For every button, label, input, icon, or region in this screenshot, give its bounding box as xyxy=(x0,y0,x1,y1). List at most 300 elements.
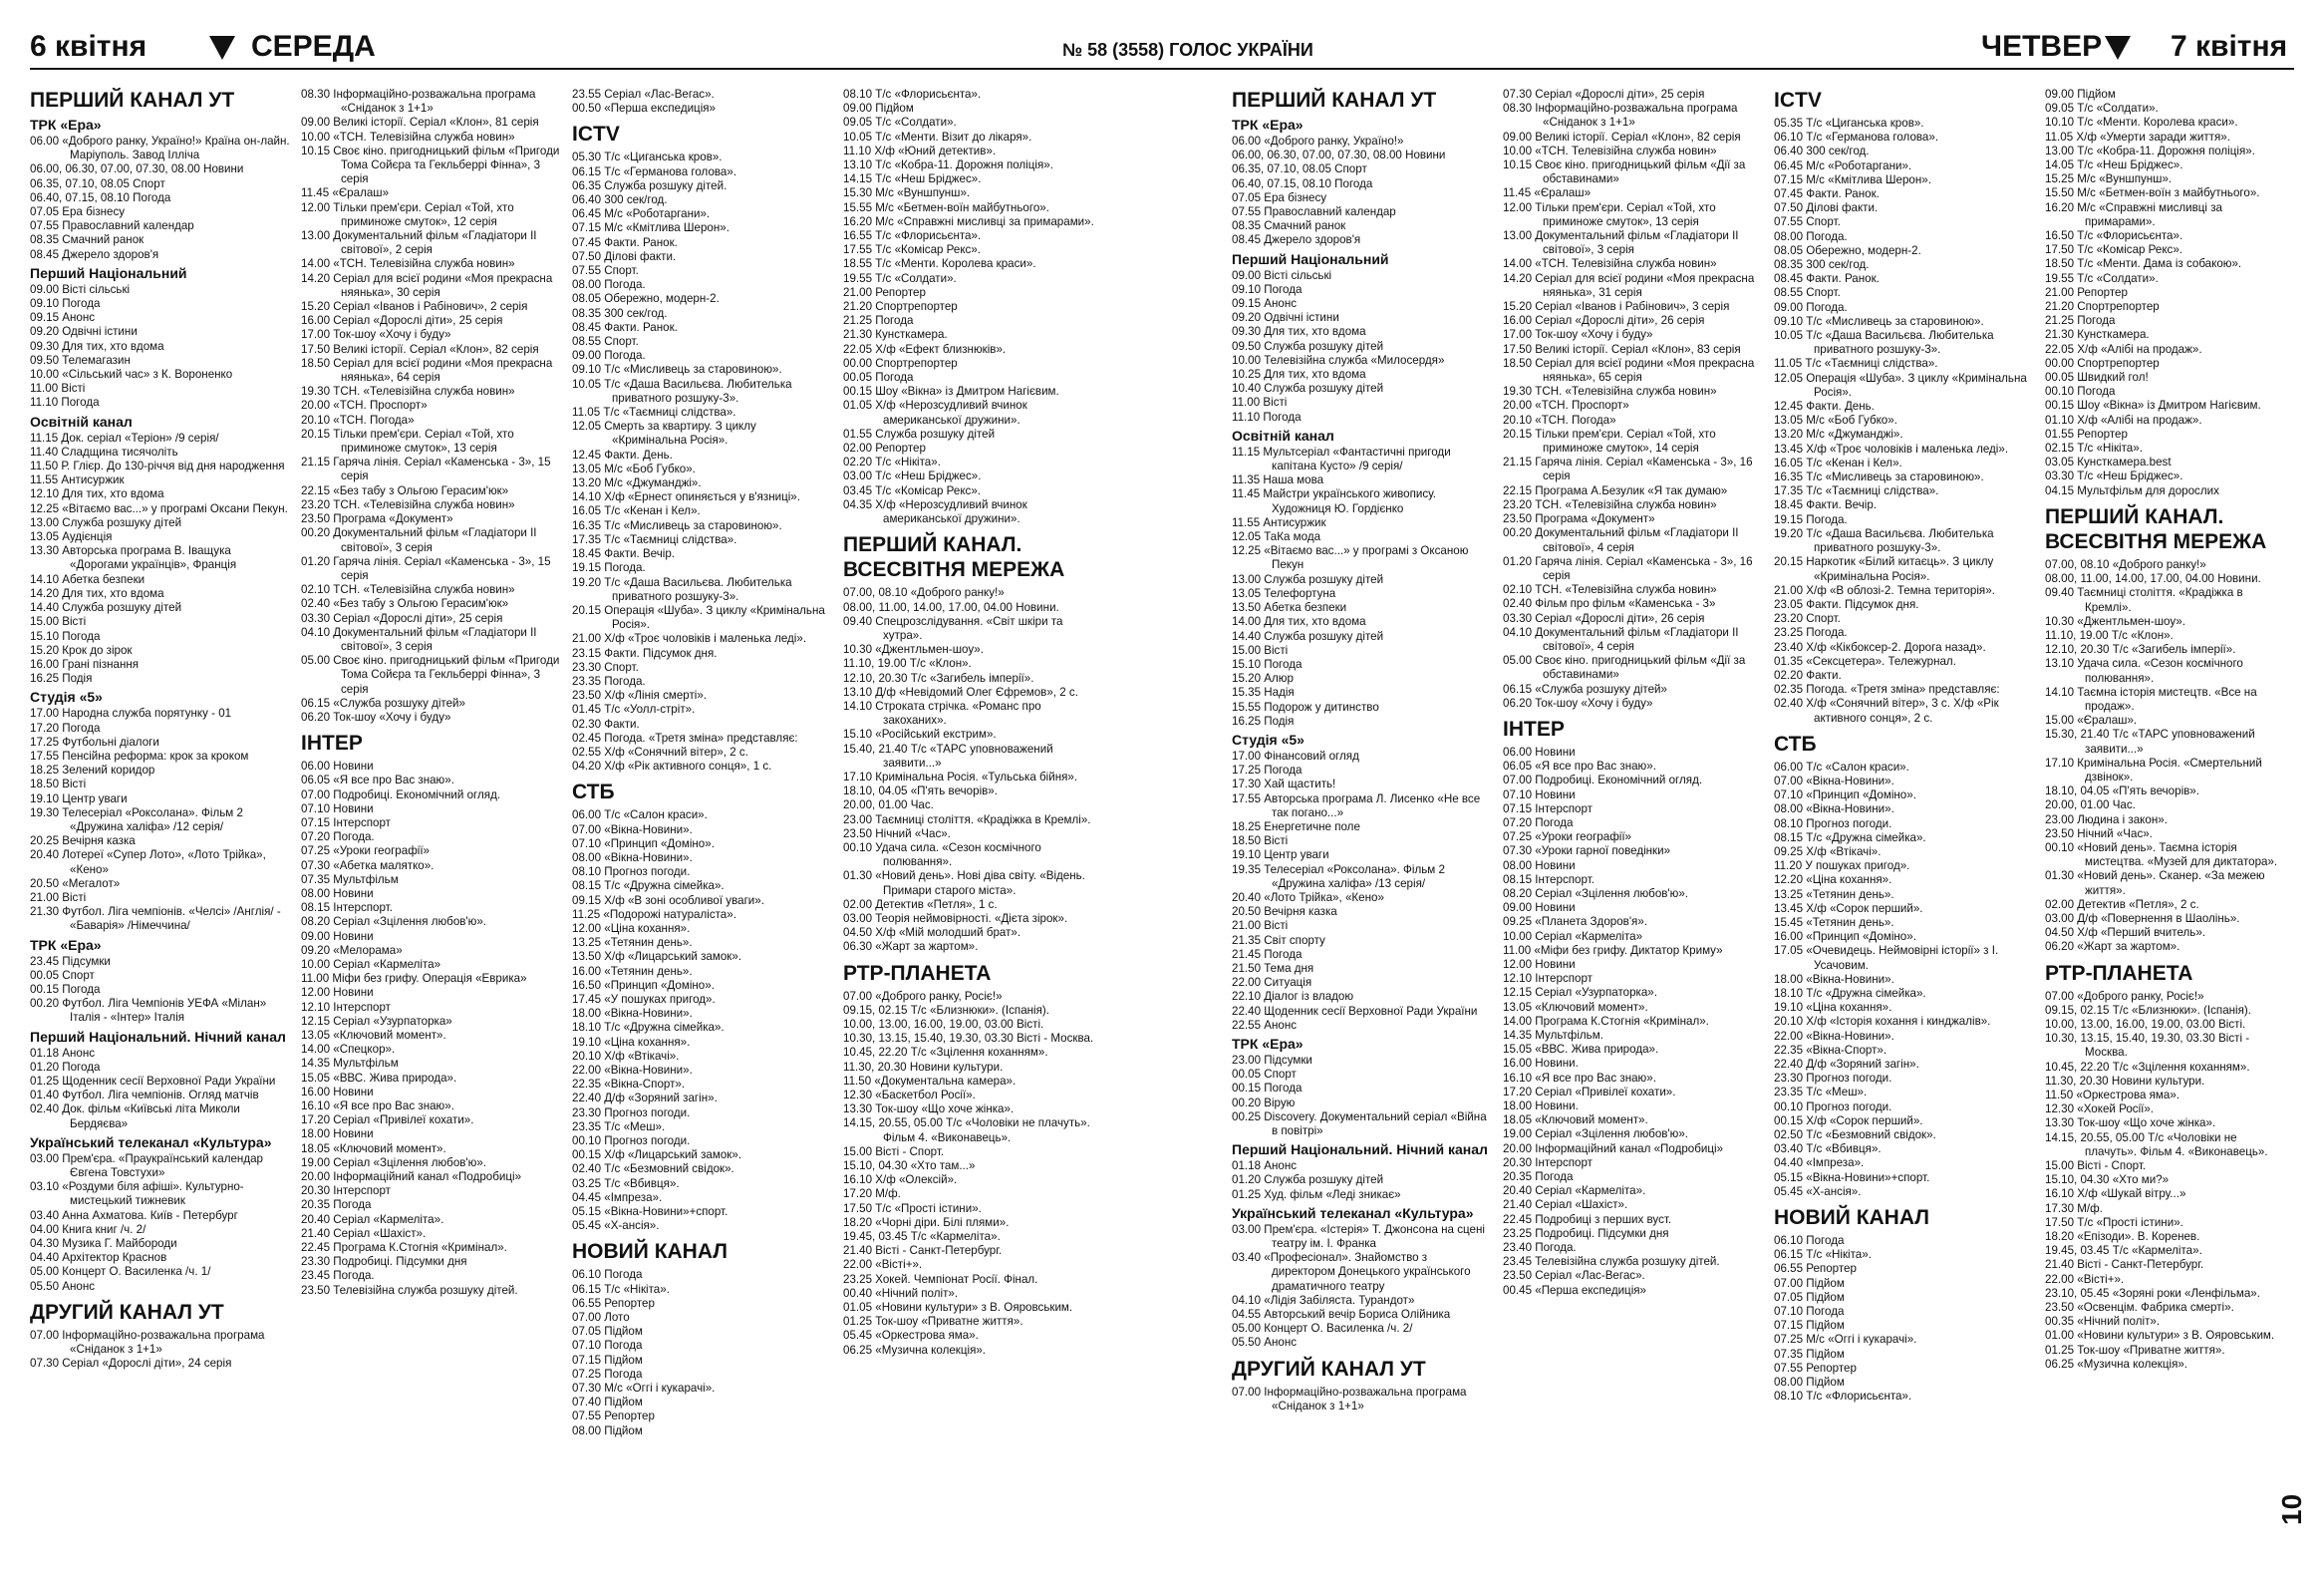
program-time: 16.10 xyxy=(843,1173,873,1187)
program-title: Таємна історія мистецтв. «Все на продаж». xyxy=(2077,685,2257,713)
program-line xyxy=(572,760,833,774)
program-title: Шоу «Вікна» із Дмитром Нагієвим. xyxy=(875,385,1059,399)
program-line xyxy=(1232,191,1493,205)
program-title: 07.15, 08.10 Погода xyxy=(65,190,171,204)
program-title: Т/с «Комісар Рекс». xyxy=(875,243,982,257)
program-line xyxy=(30,1237,291,1251)
program-title: Р. Глієр. До 130-річчя від дня народження xyxy=(61,460,285,473)
program-title: Т/с «Мисливець за старовиною». xyxy=(604,518,782,532)
program-time: 20.00, xyxy=(843,798,876,812)
program-title: 07.10, 08.05 Спорт xyxy=(65,176,165,190)
program-time: 21.00 xyxy=(843,285,873,299)
program-time: 17.55 xyxy=(1232,791,1262,805)
program-line xyxy=(30,368,291,382)
program-line xyxy=(572,278,833,292)
program-line xyxy=(1503,456,1764,483)
program-line xyxy=(2045,1089,2284,1102)
program-time: 10.30, xyxy=(2045,1032,2078,1046)
sub-heading: ТРК «Ера» xyxy=(30,936,102,953)
program-time: 16.50 xyxy=(572,978,602,992)
program-title: У пошуках пригод». xyxy=(1805,859,1910,873)
program-time: 21.30 xyxy=(30,905,60,919)
program-line xyxy=(2045,869,2284,897)
program-line xyxy=(301,1043,562,1057)
program-line xyxy=(2045,343,2284,357)
program-line xyxy=(2045,1173,2284,1187)
program-time: 02.40 xyxy=(1774,697,1804,711)
program-line xyxy=(301,328,562,342)
program-title: Крок до зірок xyxy=(62,643,133,657)
program-time: 10.00 xyxy=(1232,353,1262,367)
program-time: 11.50 xyxy=(843,1074,872,1088)
program-time: 15.00 xyxy=(1232,643,1262,657)
program-time: 13.10 xyxy=(843,158,873,172)
program-time: 22.00 xyxy=(1232,976,1262,990)
program-line xyxy=(1774,258,2035,272)
program-title: Діалог із владою xyxy=(1264,990,1354,1004)
program-time: 08.10 xyxy=(572,865,602,879)
program-time: 04.10 xyxy=(301,625,331,639)
program-title: Д/ф «Зоряний загін». xyxy=(604,1092,718,1105)
program-time: 17.45 xyxy=(572,992,602,1006)
program-line xyxy=(1232,396,1493,410)
program-time: 06.10 xyxy=(572,1268,602,1282)
program-time: 23.35 xyxy=(572,1119,602,1133)
program-time: 07.15 xyxy=(1503,801,1533,815)
program-line xyxy=(843,1159,1104,1173)
program-line xyxy=(1503,1072,1764,1086)
program-time: 22.45 xyxy=(1503,1212,1533,1226)
program-line xyxy=(572,1177,833,1191)
program-line xyxy=(1774,1100,2035,1114)
program-line xyxy=(1503,1269,1764,1283)
program-title: Т/с «Нікіта». xyxy=(875,456,941,470)
program-time: 00.20 xyxy=(1232,1096,1262,1109)
program-time: 18.05 xyxy=(301,1141,331,1155)
sub-heading: Освітній канал xyxy=(30,413,133,430)
program-title: Нічний «Час». xyxy=(2077,826,2153,840)
program-time: 23.25 xyxy=(843,1272,873,1286)
program-time: 09.20 xyxy=(1232,311,1262,325)
program-time: 07.10 xyxy=(1774,1305,1804,1319)
program-line xyxy=(1774,498,2035,512)
program-title: 20.30 Т/с «Загибель імперії». xyxy=(878,671,1034,685)
program-title: Д/ф «Повернення в Шаолінь». xyxy=(2077,911,2240,925)
program-title: Подія xyxy=(62,672,93,686)
program-time: 04.35 xyxy=(843,497,873,511)
program-time: 04.00 xyxy=(30,1222,60,1236)
program-line xyxy=(572,1205,833,1219)
program-time: 17.50 xyxy=(301,342,331,356)
program-time: 06.15 xyxy=(1503,682,1533,696)
program-title: Серіал «Кармеліта» xyxy=(1535,929,1643,943)
program-time: 16.00 xyxy=(30,657,60,671)
program-title: Своє кіно. пригодницький фільм «Пригоди Тома Сойєра та Гекльберрі Фінна», 3 серія xyxy=(333,144,560,186)
program-title: Серіал для всієї родини «Моя прекрасна няянька», 64 серія xyxy=(333,356,553,385)
program-line xyxy=(572,576,833,604)
program-time: 23.35 xyxy=(572,674,602,688)
program-line xyxy=(301,1072,562,1086)
program-title: Концерт О. Василенка /ч. 2/ xyxy=(1264,1322,1413,1336)
program-line xyxy=(843,601,1104,615)
program-title: «Вікна-Новини». xyxy=(1806,774,1894,787)
program-time: 06.15 xyxy=(572,1282,602,1296)
sub-heading: Освітній канал xyxy=(1232,427,1334,444)
program-time: 02.40 xyxy=(1503,597,1533,611)
program-line xyxy=(1232,891,1493,905)
program-line xyxy=(572,1396,833,1410)
program-time: 06.00 xyxy=(572,808,602,822)
program-time: 20.00 xyxy=(1503,1141,1533,1155)
program-line xyxy=(1774,400,2035,414)
program-time: 11.40 xyxy=(30,445,59,459)
program-time: 15.10 xyxy=(1232,657,1262,671)
program-time: 10.45, xyxy=(2045,1060,2078,1074)
program-time: 23.20 xyxy=(1503,497,1533,511)
program-time: 21.15 xyxy=(1503,456,1533,470)
program-title: Наша мова xyxy=(1263,473,1324,487)
program-line xyxy=(2045,798,2284,812)
program-line xyxy=(30,432,291,446)
program-line xyxy=(572,661,833,675)
program-title: Футбол. Ліга Чемпіонів УЕФА «Мілан» Італія - «Інтер» Італія xyxy=(62,997,267,1025)
program-line xyxy=(2045,586,2284,614)
program-line xyxy=(572,1424,833,1438)
program-time: 07.55 xyxy=(1774,1361,1804,1375)
program-line xyxy=(2045,371,2284,385)
program-time: 20.10 xyxy=(301,413,331,427)
program-time: 08.20 xyxy=(1503,886,1533,900)
program-time: 15.00 xyxy=(843,1144,873,1158)
program-time: 10.15 xyxy=(1503,158,1533,172)
program-line xyxy=(843,1216,1104,1230)
program-line xyxy=(843,1102,1104,1116)
program-title: 07.15, 08.10 Погода xyxy=(1267,176,1373,190)
sub-heading: Перший Національний. Нічний канал xyxy=(30,1028,286,1045)
program-line xyxy=(2045,1004,2284,1018)
program-time: 00.15 xyxy=(843,385,873,399)
program-title: 19.00 Т/с «Клон». xyxy=(877,657,972,671)
program-line xyxy=(572,936,833,950)
channel-heading: ICTV xyxy=(1774,89,1822,112)
program-time: 09.15 xyxy=(30,311,60,325)
program-title: Погода. xyxy=(604,561,646,575)
program-title: Нічний «Час». xyxy=(875,826,951,840)
program-line xyxy=(572,250,833,264)
program-time: 15.50 xyxy=(2045,186,2075,200)
program-title: Т/с «Нікіта». xyxy=(1806,1248,1872,1262)
program-title: Ток-шоу «Що хоче жінка». xyxy=(2077,1116,2216,1130)
program-line xyxy=(572,1368,833,1382)
program-line xyxy=(1774,555,2035,583)
program-time: 21.40 xyxy=(301,1226,331,1240)
program-time: 01.55 xyxy=(2045,427,2075,441)
program-line xyxy=(843,1145,1104,1159)
program-title: Вісті xyxy=(1264,834,1289,848)
program-title: «Лото Трійка», «Кено» xyxy=(1264,890,1384,904)
program-title: Анна Ахматова. Київ - Петербург xyxy=(62,1208,238,1222)
program-line xyxy=(30,587,291,601)
program-line xyxy=(1232,162,1493,176)
program-time: 11.10 xyxy=(30,396,59,410)
program-time: 07.25 xyxy=(301,844,331,858)
program-title: «Вікна-Новини». xyxy=(1806,1029,1894,1043)
program-time: 15.55 xyxy=(1232,700,1262,714)
program-time: 02.15 xyxy=(2045,442,2075,456)
program-title: Гаряча лінія. Серіал «Каменська - 3», 16 серія xyxy=(1535,456,1753,483)
program-time: 11.30, xyxy=(843,1060,875,1074)
program-title: Подорож у дитинство xyxy=(1264,700,1379,714)
program-time: 07.00 xyxy=(30,1328,60,1342)
program-title: «Вітаємо вас...» у програмі з Оксаною Пекун xyxy=(1264,544,1469,572)
listing-column-2 xyxy=(301,88,562,1553)
program-time: 11.30, xyxy=(2045,1074,2077,1088)
program-time: 08.20 xyxy=(301,915,331,929)
program-title: 04.05 «П'ять вечорів». xyxy=(2080,785,2199,798)
program-line xyxy=(572,151,833,164)
program-title: Факти. Вечір. xyxy=(1806,498,1878,512)
program-title: Х/ф «В облозі-2. Темна територія». xyxy=(1806,583,1995,597)
program-title: Інтерспорт xyxy=(333,1184,391,1198)
program-line xyxy=(572,823,833,837)
program-line xyxy=(572,1297,833,1311)
program-title: «ВВС. Жива природа». xyxy=(333,1071,457,1085)
program-line xyxy=(30,1180,291,1208)
program-title: «Ціна кохання». xyxy=(604,921,691,935)
program-title: Інтерспорт xyxy=(333,1000,391,1014)
program-title: Служба розшуку дітей xyxy=(1264,1173,1384,1187)
program-time: 10.05 xyxy=(572,377,602,391)
program-title: Т/с «Мисливець за старовиною». xyxy=(1806,471,1984,484)
program-time: 19.45, xyxy=(843,1230,876,1244)
program-line xyxy=(843,88,1104,102)
program-title: Погода xyxy=(1264,657,1303,671)
program-line xyxy=(572,207,833,221)
program-line xyxy=(2045,629,2284,643)
program-time: 23.55 xyxy=(572,88,602,101)
program-time: 00.00 xyxy=(2045,356,2075,370)
program-line xyxy=(572,922,833,936)
program-title: 20.55, 05.00 Т/с «Чоловіки не плачуть». Фільм 4. «Виконавець». xyxy=(878,1116,1090,1144)
program-time: 12.25 xyxy=(1232,544,1262,558)
program-title: «Ключовий момент». xyxy=(1535,1000,1648,1014)
program-line xyxy=(301,986,562,1000)
program-title: Служба розшуку дітей xyxy=(875,427,996,441)
program-title: Спорт. xyxy=(1806,612,1841,626)
program-line xyxy=(1503,816,1764,830)
program-line xyxy=(572,1007,833,1021)
program-title: Факти. xyxy=(604,717,640,731)
program-title: Серіал «Дорослі діти», 26 серія xyxy=(1535,611,1705,625)
program-time: 18.10, xyxy=(843,785,876,798)
program-time: 18.00 xyxy=(1774,972,1804,986)
program-title: М/с «Кмітлива Шерон». xyxy=(604,221,729,235)
program-time: 08.00 xyxy=(1774,802,1804,816)
program-title: Удача сила. «Сезон космічного полювання». xyxy=(2077,657,2243,685)
program-time: 23.50 xyxy=(301,1283,331,1297)
program-time: 20.10 xyxy=(572,1049,602,1063)
program-line xyxy=(1503,583,1764,597)
program-title: Підйом xyxy=(604,1423,643,1437)
program-line xyxy=(572,879,833,893)
program-line xyxy=(843,1329,1104,1343)
program-title: Т/с «Вбивця». xyxy=(604,1176,680,1190)
program-title: Погода xyxy=(1806,1305,1845,1319)
program-time: 08.15 xyxy=(1503,872,1533,886)
program-time: 15.00 xyxy=(2045,1159,2075,1173)
program-title: Надія xyxy=(1264,686,1295,700)
program-time: 17.25 xyxy=(1232,764,1262,778)
program-line xyxy=(1232,1251,1493,1294)
program-title: Погода. xyxy=(333,830,375,844)
program-title: Великі історії. Серіал «Клон», 82 серія xyxy=(333,342,539,356)
program-line xyxy=(1232,269,1493,283)
program-title: 01.00 Час. xyxy=(2080,798,2136,812)
program-line xyxy=(2045,1202,2284,1216)
program-line xyxy=(301,229,562,257)
issue-title: № 58 (3558) ГОЛОС УКРАЇНИ xyxy=(1062,40,1313,60)
program-title: Інформаційно-розважальна програма «Сніданок з 1+1» xyxy=(1535,102,1738,130)
program-title: Книга книг /ч. 2/ xyxy=(62,1222,146,1236)
program-line xyxy=(30,672,291,686)
program-line xyxy=(301,314,562,328)
program-line xyxy=(1503,498,1764,512)
program-line xyxy=(2045,1102,2284,1116)
program-title: «Джентльмен-шоу». xyxy=(2077,614,2185,628)
program-line xyxy=(2045,1258,2284,1272)
program-line xyxy=(2045,686,2284,714)
program-time: 00.10 xyxy=(2045,840,2075,854)
program-time: 00.05 xyxy=(2045,371,2075,385)
program-title: «Сексцетера». Тележурнал. xyxy=(1806,654,1956,668)
left-day: СЕРЕДА xyxy=(251,30,376,63)
program-line xyxy=(572,1120,833,1134)
channel-heading: РТР-ПЛАНЕТА xyxy=(2045,961,2193,985)
program-time: 12.20 xyxy=(1774,873,1804,887)
program-time: 11.55 xyxy=(1232,515,1261,529)
program-time: 09.00 xyxy=(1503,901,1533,915)
program-time: 04.55 xyxy=(1232,1308,1262,1322)
program-title: Футбол. Ліга чемпіонів. Огляд матчів xyxy=(62,1089,259,1102)
program-time: 12.10, xyxy=(843,671,876,685)
program-line xyxy=(1232,905,1493,919)
program-title: «Нічний політ». xyxy=(2077,1315,2161,1329)
program-line xyxy=(843,1230,1104,1244)
program-time: 16.25 xyxy=(30,672,60,686)
program-time: 07.15 xyxy=(301,815,331,829)
program-line xyxy=(30,736,291,750)
program-time: 17.50 xyxy=(2045,243,2075,257)
program-time: 18.10 xyxy=(1774,986,1804,1000)
program-line xyxy=(2045,1159,2284,1173)
program-title: Т/с «Уолл-стріт». xyxy=(604,703,696,717)
program-time: 20.00, xyxy=(2045,798,2078,812)
program-title: Телемагазин xyxy=(62,353,131,367)
program-title: Прем'єра. «Істерія» Т. Джонсона на сцені театру ім. І. Франка xyxy=(1264,1222,1485,1251)
program-title: 08.10 «Доброго ранку!» xyxy=(2080,557,2206,571)
program-time: 20.10 xyxy=(1774,1015,1804,1029)
program-title: Т/с «Нікіта». xyxy=(604,1282,670,1296)
program-line xyxy=(2045,728,2284,756)
program-time: 23.50 xyxy=(1503,1269,1533,1283)
program-line xyxy=(30,806,291,834)
program-title: Погода xyxy=(875,314,914,328)
program-line xyxy=(1503,1029,1764,1043)
program-line xyxy=(843,272,1104,286)
program-line xyxy=(301,1284,562,1298)
program-time: 12.00 xyxy=(572,921,602,935)
program-time: 03.40 xyxy=(1774,1142,1804,1156)
program-title: Погода xyxy=(62,629,101,643)
program-time: 08.45 xyxy=(1232,233,1262,247)
program-time: 18.20 xyxy=(843,1215,873,1229)
program-title: «Оркестрова яма». xyxy=(875,1329,979,1343)
program-time: 04.45 xyxy=(572,1190,602,1204)
program-title: «Тетянин день». xyxy=(604,936,693,950)
program-time: 20.10 xyxy=(1503,413,1533,427)
program-line xyxy=(2045,1131,2284,1159)
program-time: 23.40 xyxy=(1774,640,1804,654)
program-time: 23.15 xyxy=(572,646,602,660)
program-time: 16.20 xyxy=(843,214,873,228)
program-line xyxy=(572,561,833,575)
program-line xyxy=(1232,948,1493,962)
program-line xyxy=(301,711,562,725)
program-line xyxy=(843,1089,1104,1102)
program-time: 12.15 xyxy=(1503,986,1533,1000)
sub-heading: Студія «5» xyxy=(1232,731,1305,748)
program-title: Д/ф «Зоряний загін». xyxy=(1806,1058,1919,1071)
program-time: 22.15 xyxy=(1503,483,1533,497)
program-time: 14.20 xyxy=(301,271,331,285)
program-line xyxy=(30,1265,291,1279)
program-line xyxy=(2045,172,2284,186)
program-line xyxy=(572,632,833,646)
program-time: 18.10 xyxy=(572,1021,602,1035)
program-line xyxy=(1503,1184,1764,1198)
program-time: 22.05 xyxy=(843,342,873,356)
program-line xyxy=(572,264,833,278)
program-line xyxy=(2045,314,2284,328)
program-line xyxy=(301,901,562,915)
program-title: Новини xyxy=(333,986,374,1000)
program-time: 19.35 xyxy=(1232,862,1262,876)
program-title: Підйом xyxy=(1806,1376,1845,1390)
program-time: 03.25 xyxy=(572,1176,602,1190)
program-title: Серіал «Лас-Вегас». xyxy=(1535,1269,1645,1283)
program-time: 07.00 xyxy=(572,822,602,836)
program-line xyxy=(2045,643,2284,657)
program-line xyxy=(843,672,1104,686)
program-line xyxy=(301,1198,562,1212)
program-title: «Х-ансія». xyxy=(604,1219,660,1233)
program-title: Погода. xyxy=(1535,1241,1577,1255)
program-title: Кримінальна Росія. «Смертельний дзвінок». xyxy=(2077,756,2262,784)
program-time: 17.50 xyxy=(843,1201,873,1215)
listing-column-3 xyxy=(572,88,833,1553)
program-time: 09.10 xyxy=(572,363,602,377)
program-title: Вісті xyxy=(1264,643,1289,657)
program-time: 00.20 xyxy=(30,997,60,1011)
program-time: 13.25 xyxy=(1774,887,1804,901)
program-time: 23.50 xyxy=(2045,826,2075,840)
program-title: Одвічні істини xyxy=(1264,311,1339,325)
program-title: Спорт xyxy=(62,968,95,982)
program-time: 02.20 xyxy=(843,456,873,470)
program-time: 06.00 xyxy=(1774,760,1804,774)
program-time: 11.50 xyxy=(2045,1089,2074,1101)
program-title: Новини xyxy=(1535,858,1576,872)
